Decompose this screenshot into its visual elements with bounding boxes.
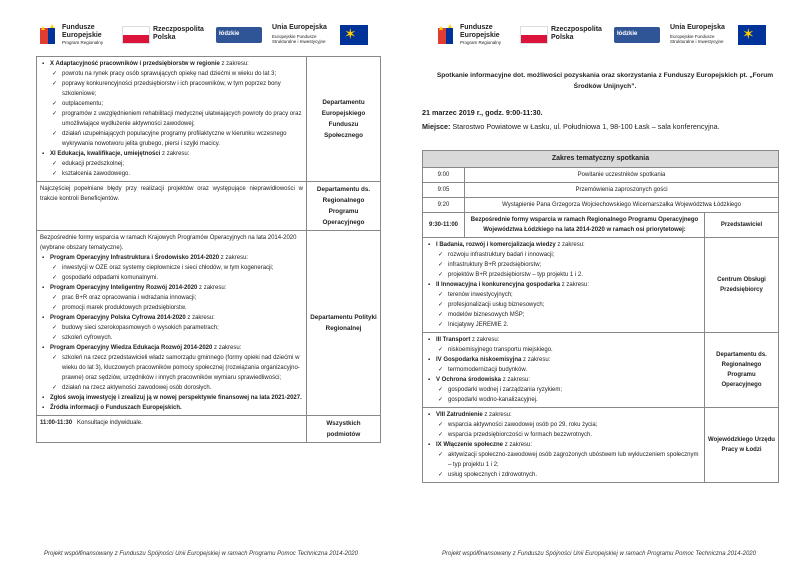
list-item-label: III Transport [436,337,471,343]
table-row [37,182,381,231]
list-item-label: IV Gospodarka niskoemisyjna [436,357,522,363]
eu-title: Unia Europejska [272,24,327,31]
list-item: ✓ powrotu na rynek pracy osób sprawujących opiekę nad dziećmi w wieku do lat 3; [40,69,303,79]
list-item: ✓ outplacementu; [40,99,303,109]
list-item: ✓ budowy sieci szerokopasmowych o wysokich parametrach; [40,323,303,333]
list-item-heading [40,253,303,263]
list-item-heading [40,149,303,159]
table-row [423,183,779,198]
session-representative-header: Przedstawiciel [705,213,779,238]
lodzkie-text: łódzkie [617,31,638,37]
rp-title: Rzeczpospolita Polska [551,26,602,41]
group1-presenter: Centrum Obsługi Przedsiębiorcy [705,238,779,333]
list-item-suffix: z zakresu: [219,255,249,261]
list-item: ✓ kształcenia zawodowego. [40,169,303,179]
list-item-label: VIII Zatrudnienie [436,412,483,418]
list-item-heading [426,410,701,420]
eu-subtitle: Europejskie Fundusze Strukturalne i Inwestycyjne [670,34,724,44]
list-item: ✓ gospodarki wodnej i zarządzania ryzykiem; [426,385,701,395]
group2-presenter: Departamentu ds. Regionalnego Programu Operacyjnego [705,333,779,408]
list-item: ✓ projektów B+R przedsiębiorstw – typ projektu 1 i 2. [426,270,701,280]
list-item-heading [426,355,701,365]
list-item-label: I Badania, rozwój i komercjalizacja wiedzy [436,242,556,248]
list-item-label: Zgłoś swoją inwestycję i zrealizuj ją w nowej perspektywie finansowej na lata 2021-2027. [50,395,302,401]
poland-flag-icon [520,26,548,44]
list-item-heading [40,393,303,403]
list-item-heading [40,343,303,353]
table-row [423,333,779,408]
left-footer: Projekt współfinansowany z Funduszu Spójności Unii Europejskiej w ramach Programu Pomoc Techniczna 2014-2020 [44,551,358,557]
list-item-label: IX Włączenie społeczne [436,442,504,448]
list-item: ✓ niskoemisyjnego transportu miejskiego. [426,345,701,355]
group2-content [423,333,705,408]
eu-logo [670,22,780,50]
list-item: ✓ programów z uwzględnieniem rehabilitacji medycznej ułatwiających powroty do pracy oraz umożliwiające wydłużenie aktywności zawodowej; [40,109,303,129]
left-schedule-table [36,56,381,443]
lodzkie-logo [614,22,664,50]
session-description: Bezpośrednie formy wsparcia w ramach Regionalnego Programu Operacyjnego Województwa Łódzkiego na lata 2014-2020 w ramach osi priorytetowej: [465,213,705,238]
list-item: ✓ promocji marek produktowych przedsiębiorstw. [40,303,303,313]
list-item-suffix: z zakresu: [212,345,242,351]
block3-intro: Bezpośrednie formy wsparcia w ramach Krajowych Programów Operacyjnych na lata 2014-2020 (wybrane obszary tematyczne). [40,235,297,251]
block2-content: Najczęściej popełniane błędy przy realizacji projektów oraz występujące nieprawidłowości w trakcie kontroli Beneficjentów. [37,182,307,231]
table-row [423,238,779,333]
list-item-suffix: z zakresu: [501,377,531,383]
fe-subtitle: Program Regionalny [62,40,104,45]
list-item-label: V Ochrona środowiska [436,377,502,383]
list-item: ✓ wsparcia przedsiębiorczości w formach bezzwrotnych. [426,430,701,440]
list-item: ✓ modelów biznesowych MŚP; [426,310,701,320]
fe-title: Fundusze Europejskie [460,24,500,39]
list-item: ✓ szkoleń na rzecz przedstawicieli władz samorządu gminnego (formy opieki nad dziećmi w wieku do lat 3), kluczowych pracowników pomocy społecznej (rozwiązania organizacyjno-prawne) oraz sędziów, urzędników i innych pracowników wymiaru sprawiedliwości; [40,353,303,383]
list-item: ✓ aktywizacji społeczno-zawodowej osób zagrożonych ubóstwem lub wykluczeniem społecznym – typ projektu 1 i 2; [426,450,701,470]
fundusze-europejskie-icon [436,24,456,46]
left-page [12,0,390,585]
agenda-time: 9:20 [423,198,465,213]
right-footer: Projekt współfinansowany z Funduszu Spójności Unii Europejskiej w ramach Programu Pomoc Techniczna 2014-2020 [442,551,756,557]
session-time: 9:30-11:00 [423,213,465,238]
block3-content [37,231,307,416]
block2-presenter: Departamentu ds. Regionalnego Programu Operacyjnego [307,182,381,231]
list-item: ✓ infrastruktury B+R przedsiębiorstw; [426,260,701,270]
list-item: ✓ inwestycji w OZE oraz systemy ciepłownicze i sieci chłodów, w tym kogeneracji; [40,263,303,273]
list-item: ✓ szkoleń cyfrowych. [40,333,303,343]
list-item-suffix: z zakresu: [160,151,190,157]
logo-bar [436,22,778,50]
meeting-date: 21 marzec 2019 r., godz. 9:00-11:30. [422,108,543,117]
agenda-table [422,150,779,483]
list-item-heading [426,280,701,290]
lodzkie-logo [216,22,266,50]
block4-time: 11:00-11:30 [40,420,73,426]
list-item-label: XI Edukacja, kwalifikacje, umiejętności [50,151,161,157]
right-page [410,0,788,585]
logo-bar [38,22,380,50]
agenda-time: 9:05 [423,183,465,198]
lodzkie-text: łódzkie [219,31,240,37]
list-item-label: Program Operacyjny Infrastruktura i Środowisko 2014-2020 [50,255,220,261]
list-item-heading [40,283,303,293]
fundusze-europejskie-icon [38,24,58,46]
table-header-row [423,151,779,168]
list-item-suffix: z zakresu: [521,357,551,363]
list-item: ✓ działań na rzecz aktywności zawodowej osób dorosłych. [40,383,303,393]
list-item: ✓ prac B+R oraz opracowania i wdrażania innowacji; [40,293,303,303]
agenda-item: Wystąpienie Pana Grzegorza Wojciechowskiego Wicemarszałka Województwa Łódzkiego [465,198,779,213]
agenda-item: Powitanie uczestników spotkania [465,168,779,183]
rp-logo [122,22,204,50]
poland-flag-icon [122,26,150,44]
table-row [37,416,381,443]
meeting-place [422,121,768,132]
list-item: ✓ edukacji przedszkolnej; [40,159,303,169]
list-item: ✓ wsparcia aktywności zawodowej osób po 29. roku życia; [426,420,701,430]
list-item: ✓ działań uzupełniających populacyjne programy profilaktyczne w kierunku wczesnego wykrywania nowotworu jelita grubego, piersi i szyjki macicy. [40,129,303,149]
table-row [423,168,779,183]
list-item-suffix: z zakresu: [470,337,500,343]
list-item-label: X Adaptacyjność pracowników i przedsiębiorstw w regionie [50,61,220,67]
list-item: ✓ gospodarki wodno-kanalizacyjnej. [426,395,701,405]
block4-content [37,416,307,443]
fe-title: Fundusze Europejskie [62,24,102,39]
list-item-label: Program Operacyjny Wiedza Edukacja Rozwój 2014-2020 [50,345,213,351]
list-item-heading [426,335,701,345]
list-item: ✓ terenów inwestycyjnych; [426,290,701,300]
list-item-heading [426,375,701,385]
list-item-heading [40,59,303,69]
list-item: ✓ rozwoju infrastruktury badań i innowacji; [426,250,701,260]
list-item-suffix: z zakresu: [555,242,585,248]
eu-flag-icon: ✶ [738,25,766,45]
list-item-heading [40,403,303,413]
block1-presenter: Departamentu Europejskiego Funduszu Społecznego [307,57,381,182]
block3-presenter: Departamentu Polityki Regionalnej [307,231,381,416]
place-text: Starostwo Powiatowe w Łasku, ul. Południowa 1, 98-100 Łask – sala konferencyjna. [450,122,720,131]
list-item: ✓ gospodarki odpadami komunalnymi. [40,273,303,283]
list-item-suffix: z zakresu: [219,61,249,67]
list-item-suffix: z zakresu: [482,412,512,418]
meeting-title: Spotkanie informacyjne dot. możliwości pozyskania oraz skorzystania z Funduszy Europejskich pt. „Forum Środków Unijnych”. [436,72,774,90]
list-item: ✓ usług społecznych i zdrowotnych. [426,470,701,480]
eu-title: Unia Europejska [670,24,725,31]
table-row [37,231,381,416]
list-item: ✓ Inicjatywy JEREMIE 2. [426,320,701,330]
agenda-item: Przemówienia zaproszonych gości [465,183,779,198]
table-row [423,198,779,213]
table-row [37,57,381,182]
list-item-label: II Innowacyjna i konkurencyjna gospodarka [436,282,561,288]
block1-content [37,57,307,182]
eu-flag-icon: ✶ [340,25,368,45]
list-item-heading [40,313,303,323]
list-item-heading [426,240,701,250]
list-item: ✓ poprawy konkurencyjności przedsiębiorstw i ich pracowników, w tym poprzez bony szkoleniowe; [40,79,303,99]
fe-subtitle: Program Regionalny [460,40,502,45]
list-item-suffix: z zakresu: [197,285,227,291]
list-item-label: Źródła informacji o Funduszach Europejskich. [50,405,182,411]
list-item-suffix: z zakresu: [185,315,215,321]
list-item-label: Program Operacyjny Inteligentny Rozwój 2014-2020 [50,285,198,291]
list-item: ✓ profesjonalizacji usług biznesowych; [426,300,701,310]
list-item-heading [426,440,701,450]
fundusze-europejskie-logo [38,22,118,50]
block4-presenter: Wszystkich podmiotów [307,416,381,443]
table-row [423,408,779,483]
group3-content [423,408,705,483]
block4-text: Konsultacje indywiduale. [77,420,143,426]
eu-subtitle: Europejskie Fundusze Strukturalne i Inwestycyjne [272,34,326,44]
list-item: ✓ termomodernizacji budynków. [426,365,701,375]
rp-logo [520,22,602,50]
group1-content [423,238,705,333]
eu-logo [272,22,382,50]
place-label: Miejsce: [422,122,451,131]
agenda-header: Zakres tematyczny spotkania [423,151,779,168]
fundusze-europejskie-logo [436,22,516,50]
agenda-time: 9:00 [423,168,465,183]
rp-title: Rzeczpospolita Polska [153,26,204,41]
list-item-label: Program Operacyjny Polska Cyfrowa 2014-2020 [50,315,186,321]
table-row [423,213,779,238]
list-item-suffix: z zakresu: [560,282,590,288]
group3-presenter: Wojewódzkiego Urzędu Pracy w Łodzi [705,408,779,483]
list-item-suffix: z zakresu: [503,442,533,448]
